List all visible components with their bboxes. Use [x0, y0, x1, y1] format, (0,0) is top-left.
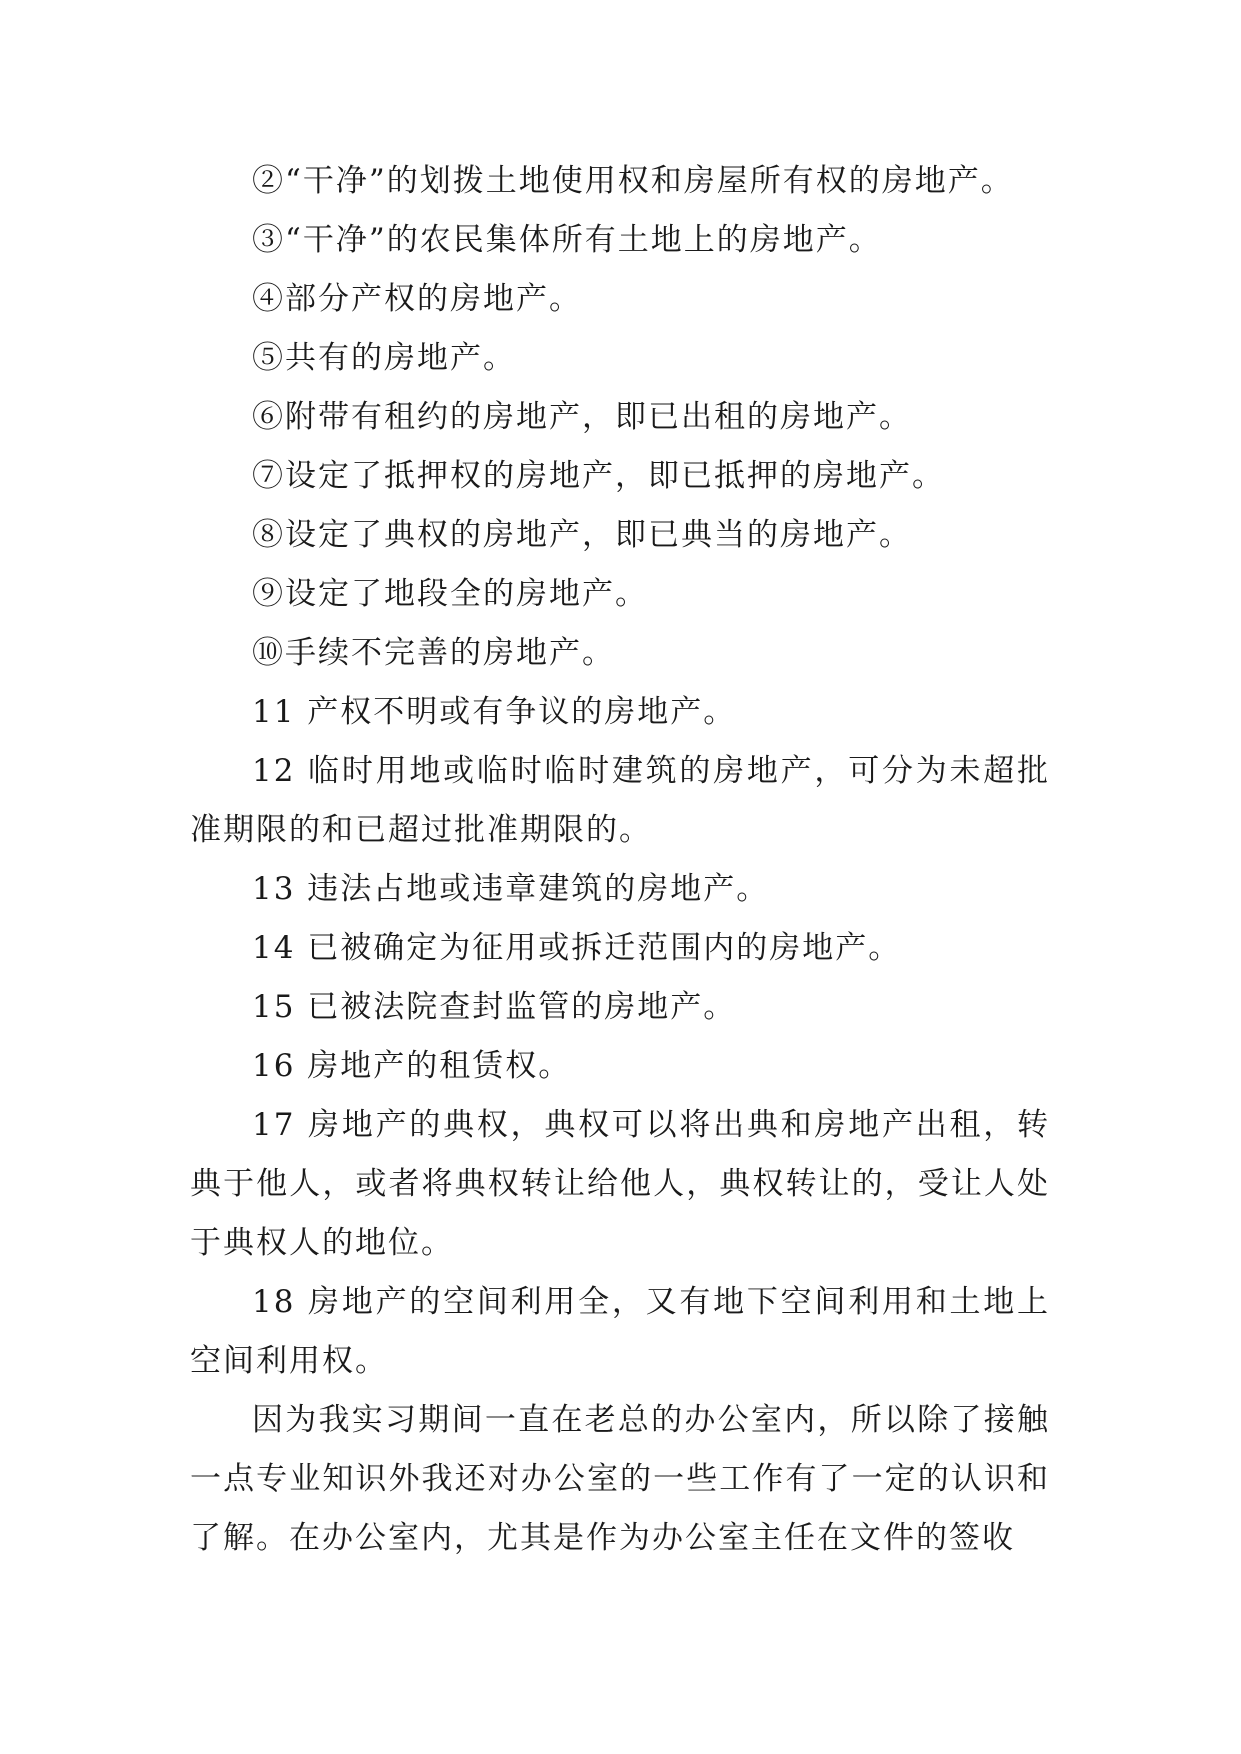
paragraph: ⑦设定了抵押权的房地产，即已抵押的房地产。 — [252, 458, 945, 494]
paragraph: 15 已被法院查封监管的房地产。 — [252, 989, 737, 1025]
paragraph: ②“干净”的划拨土地使用权和房屋所有权的房地产。 — [252, 163, 1014, 199]
paragraph: 因为我实习期间一直在老总的办公室内，所以除了接触一点专业知识外我还对办公室的一些工作有了一定的认识和了解。在办公室内，尤其是作为办公室主任在文件的签收 — [190, 1402, 1050, 1556]
paragraph: 11 产权不明或有争议的房地产。 — [252, 694, 737, 730]
paragraph: 14 已被确定为征用或拆迁范围内的房地产。 — [252, 930, 902, 966]
paragraph: ③“干净”的农民集体所有土地上的房地产。 — [252, 222, 882, 258]
paragraph: 18 房地产的空间利用全，又有地下空间利用和土地上空间利用权。 — [190, 1284, 1050, 1379]
paragraph: 16 房地产的租赁权。 — [252, 1048, 572, 1084]
paragraph: ⑤共有的房地产。 — [252, 340, 516, 376]
paragraph: ⑩手续不完善的房地产。 — [252, 635, 615, 671]
paragraph: ⑥附带有租约的房地产，即已出租的房地产。 — [252, 399, 912, 435]
paragraph: ⑨设定了地段全的房地产。 — [252, 576, 648, 612]
paragraph: 17 房地产的典权，典权可以将出典和房地产出租，转典于他人，或者将典权转让给他人，典权转让的，受让人处于典权人的地位。 — [190, 1107, 1050, 1261]
document-body — [190, 152, 1050, 1568]
paragraph: 13 违法占地或违章建筑的房地产。 — [252, 871, 770, 907]
paragraph: ⑧设定了典权的房地产，即已典当的房地产。 — [252, 517, 912, 553]
paragraph: ④部分产权的房地产。 — [252, 281, 582, 317]
paragraph: 12 临时用地或临时临时建筑的房地产，可分为未超批准期限的和已超过批准期限的。 — [190, 753, 1050, 848]
